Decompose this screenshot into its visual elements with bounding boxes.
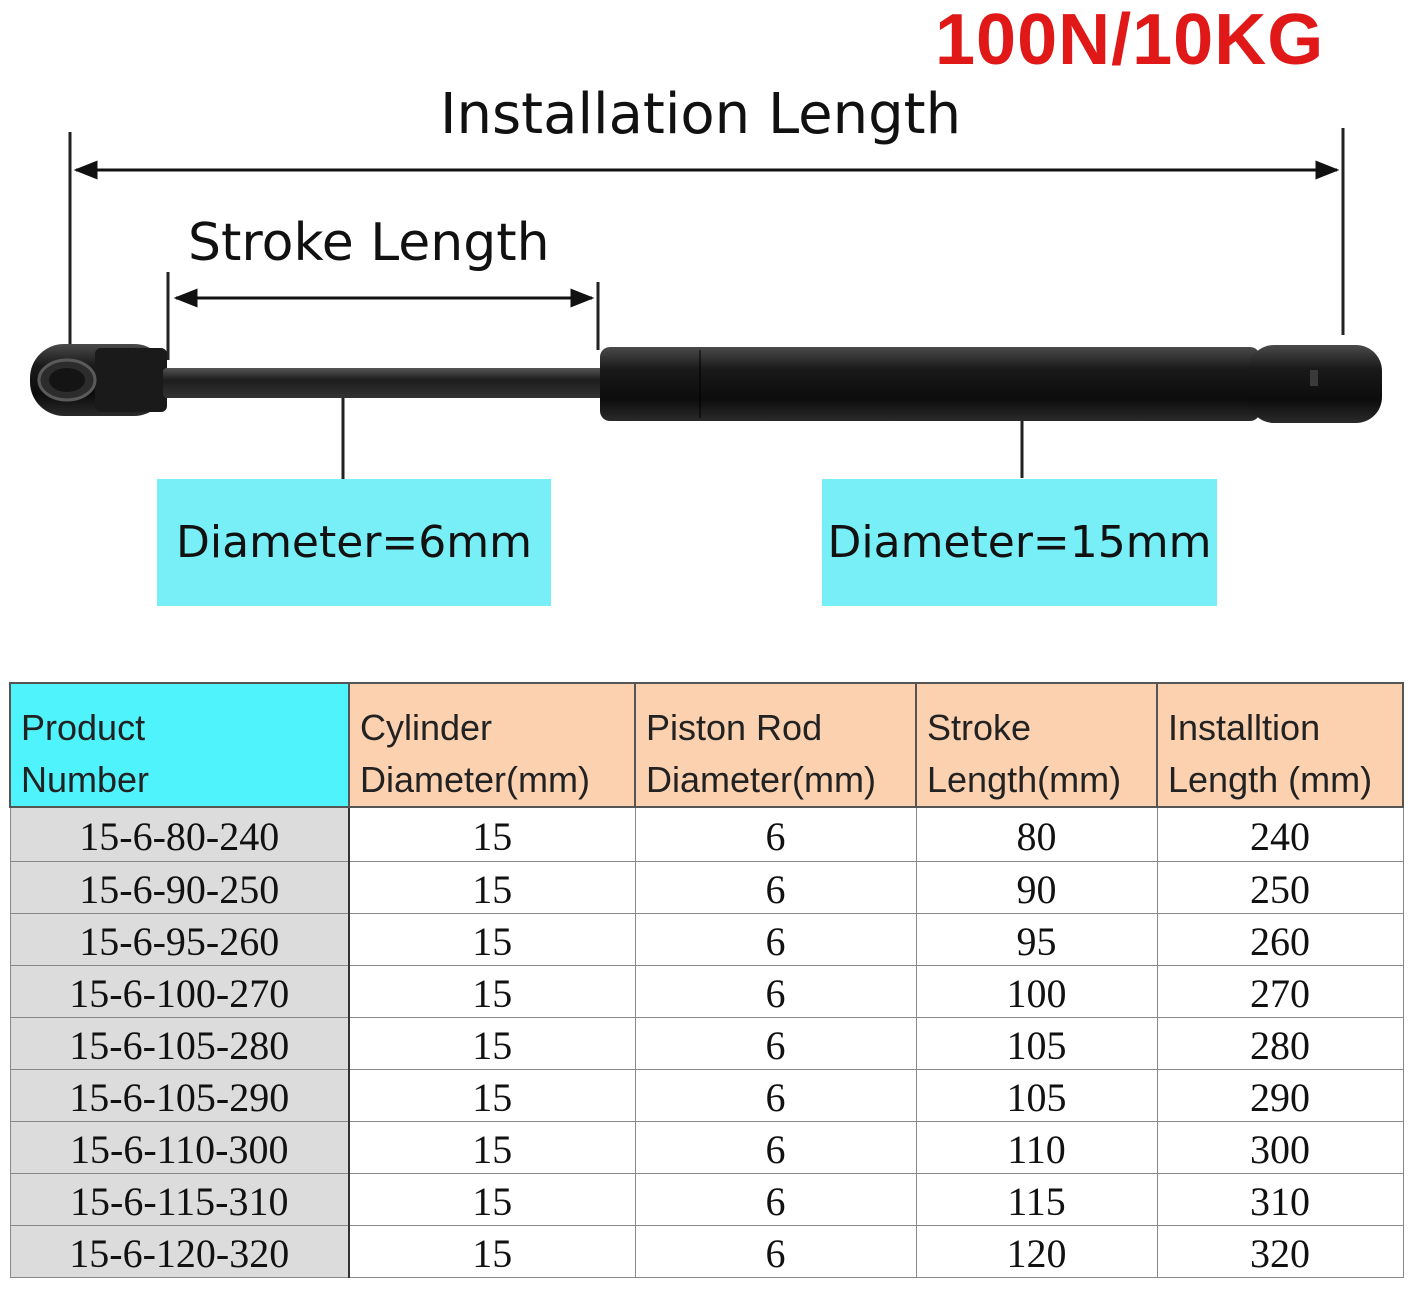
cylinder-diameter-cell: 15 — [349, 1225, 635, 1277]
stroke-length-cell: 105 — [916, 1017, 1157, 1069]
stroke-length-cell: 105 — [916, 1069, 1157, 1121]
table-row — [10, 1225, 1403, 1277]
product-number-cell: 15-6-105-290 — [10, 1069, 349, 1121]
rod-diameter-cell: 6 — [635, 1173, 916, 1225]
installation-length-cell: 310 — [1157, 1173, 1403, 1225]
force-rating-label: 100N/10KG — [935, 0, 1325, 80]
rod-diameter-cell: 6 — [635, 1069, 916, 1121]
cylinder-diameter-cell: 15 — [349, 1017, 635, 1069]
header-stroke-length: Stroke Length(mm) — [916, 683, 1157, 807]
cylinder-diameter-cell: 15 — [349, 965, 635, 1017]
cylinder-diameter-cell: 15 — [349, 861, 635, 913]
spec-table — [9, 682, 1404, 1278]
product-number-cell: 15-6-105-280 — [10, 1017, 349, 1069]
cylinder-diameter-cell: 15 — [349, 1173, 635, 1225]
rod-diameter-box — [157, 479, 551, 606]
stroke-length-label: Stroke Length — [188, 213, 550, 273]
cylinder-diameter-cell: 15 — [349, 1121, 635, 1173]
installation-length-cell: 290 — [1157, 1069, 1403, 1121]
header-product-number: Product Number — [10, 683, 349, 807]
table-row — [10, 861, 1403, 913]
table-header-row — [10, 683, 1403, 807]
table-row — [10, 807, 1403, 861]
installation-length-cell: 320 — [1157, 1225, 1403, 1277]
stroke-length-cell: 120 — [916, 1225, 1157, 1277]
rod-diameter-cell: 6 — [635, 861, 916, 913]
cylinder-end-fitting — [1248, 345, 1382, 423]
table-row — [10, 1121, 1403, 1173]
product-number-cell: 15-6-110-300 — [10, 1121, 349, 1173]
rod-diameter-cell: 6 — [635, 1017, 916, 1069]
piston-rod — [163, 368, 608, 398]
installation-length-cell: 280 — [1157, 1017, 1403, 1069]
table-row — [10, 1017, 1403, 1069]
header-installation-length: Installtion Length (mm) — [1157, 683, 1403, 807]
rod-diameter-cell: 6 — [635, 1121, 916, 1173]
product-number-cell: 15-6-100-270 — [10, 965, 349, 1017]
product-number-cell: 15-6-90-250 — [10, 861, 349, 913]
rod-diameter-cell: 6 — [635, 965, 916, 1017]
installation-length-cell: 250 — [1157, 861, 1403, 913]
stroke-length-cell: 115 — [916, 1173, 1157, 1225]
installation-length-label: Installation Length — [440, 82, 962, 147]
product-number-cell: 15-6-120-320 — [10, 1225, 349, 1277]
cylinder-diameter-cell: 15 — [349, 807, 635, 861]
product-number-cell: 15-6-95-260 — [10, 913, 349, 965]
table-row — [10, 1069, 1403, 1121]
cylinder-diameter-box — [822, 479, 1217, 606]
stroke-length-cell: 90 — [916, 861, 1157, 913]
installation-length-cell: 300 — [1157, 1121, 1403, 1173]
cylinder-diameter-label: Diameter=15mm — [827, 517, 1212, 568]
table-row — [10, 913, 1403, 965]
product-number-cell: 15-6-115-310 — [10, 1173, 349, 1225]
rod-diameter-label: Diameter=6mm — [176, 517, 532, 568]
cylinder-body — [600, 347, 1260, 421]
rod-diameter-cell: 6 — [635, 807, 916, 861]
rod-diameter-cell: 6 — [635, 913, 916, 965]
cylinder-diameter-cell: 15 — [349, 1069, 635, 1121]
cylinder-diameter-cell: 15 — [349, 913, 635, 965]
rod-end-fitting — [30, 344, 168, 416]
installation-length-cell: 260 — [1157, 913, 1403, 965]
table-row — [10, 1173, 1403, 1225]
stroke-length-cell: 80 — [916, 807, 1157, 861]
stroke-length-cell: 100 — [916, 965, 1157, 1017]
rod-diameter-cell: 6 — [635, 1225, 916, 1277]
installation-length-cell: 240 — [1157, 807, 1403, 861]
installation-length-cell: 270 — [1157, 965, 1403, 1017]
header-cylinder-diameter: Cylinder Diameter(mm) — [349, 683, 635, 807]
stroke-length-cell: 110 — [916, 1121, 1157, 1173]
product-number-cell: 15-6-80-240 — [10, 807, 349, 861]
header-piston-rod-diameter: Piston Rod Diameter(mm) — [635, 683, 916, 807]
table-row — [10, 965, 1403, 1017]
stroke-length-cell: 95 — [916, 913, 1157, 965]
